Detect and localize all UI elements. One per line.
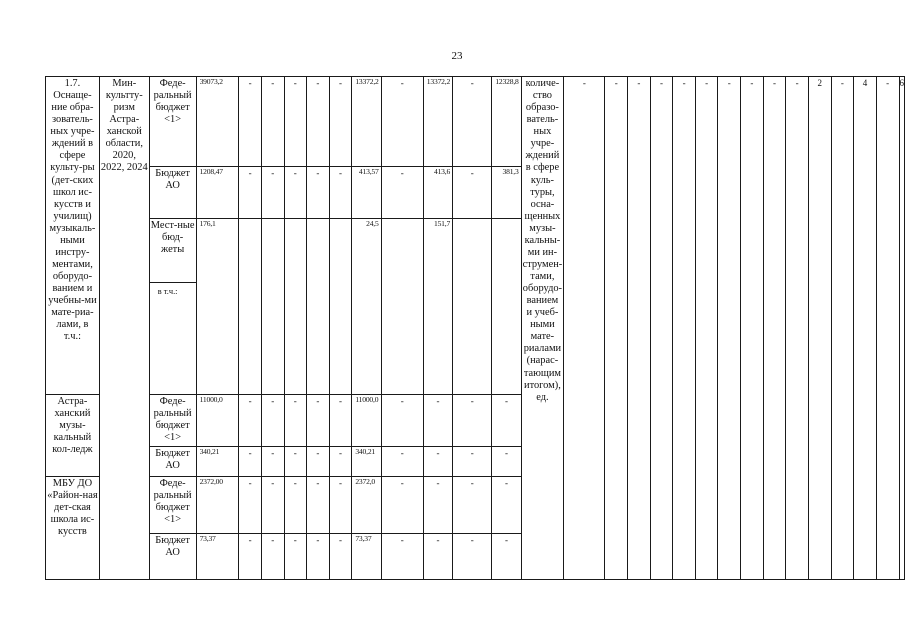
table-row [46,77,905,167]
value-cell: 413,57 [352,167,381,219]
indicator-value-cell: - [605,77,628,580]
value-cell: - [329,395,352,447]
value-cell: - [307,167,330,219]
value-cell: - [423,477,452,534]
value-cell: 11000,0 [196,395,239,447]
value-cell: 176,1 [196,219,239,395]
value-cell: - [329,477,352,534]
value-cell: - [423,395,452,447]
value-cell: - [239,77,262,167]
value-cell: - [381,395,423,447]
sub-item-name-cell: Астра-ханский музы-кальный кол-ледж [46,395,100,477]
value-cell: - [381,534,423,580]
value-cell: - [284,534,307,580]
indicator-value-cell: 2 [808,77,831,580]
activity-table [45,76,905,580]
value-cell: - [239,167,262,219]
indicator-value-cell: 6 [899,77,905,580]
indicator-value-cell: 4 [854,77,877,580]
value-cell: - [453,395,492,447]
page-number: 23 [451,50,463,62]
value-cell [492,219,521,395]
value-cell: 24,5 [352,219,381,395]
value-cell: - [381,167,423,219]
value-cell: - [239,447,262,477]
funding-source-cell: Бюджет АО [149,447,196,477]
task-name-cell: 1.7. Оснаще-ние обра-зователь-ных учре-ждений в сфере культу-ры (дет-ских школ ис-кусств и училищ) музыкаль-ными инстру-ментами, оборудо-ванием и учебны-ми мате-риа-лами, в т.ч.: [46,77,100,395]
subtotal-label: в т.ч.: [149,283,196,395]
value-cell: 340,21 [352,447,381,477]
value-cell: - [453,77,492,167]
value-cell: 73,37 [196,534,239,580]
value-cell: - [453,477,492,534]
value-cell: - [381,447,423,477]
value-cell: - [492,447,521,477]
indicator-value-cell: - [741,77,764,580]
value-cell: - [453,534,492,580]
value-cell: - [284,167,307,219]
value-cell: - [261,77,284,167]
value-cell: - [329,447,352,477]
value-cell: - [261,534,284,580]
value-cell: - [453,167,492,219]
value-cell: 73,37 [352,534,381,580]
value-cell: - [239,395,262,447]
value-cell: 13372,2 [352,77,381,167]
value-cell: - [261,447,284,477]
value-cell [284,219,307,395]
value-cell: 381,3 [492,167,521,219]
value-cell: - [423,447,452,477]
value-cell: - [453,447,492,477]
value-cell [381,219,423,395]
value-cell: - [284,77,307,167]
funding-source-cell: Бюджет АО [149,534,196,580]
value-cell: - [261,167,284,219]
value-cell: 11000,0 [352,395,381,447]
value-cell: - [307,477,330,534]
value-cell: - [307,77,330,167]
indicator-value-cell: - [673,77,696,580]
value-cell: - [261,395,284,447]
value-cell: 12328,8 [492,77,521,167]
funding-source-cell: Феде-ральный бюджет <1> [149,77,196,167]
value-cell: - [492,395,521,447]
executor-cell: Мин-культту-ризм Астра-ханской области, 2020, 2022, 2024 [99,77,149,580]
indicator-value-cell: - [564,77,605,580]
indicator-value-cell: - [695,77,718,580]
funding-source-cell: Мест-ные бюд-жеты [149,219,196,283]
indicator-value-cell: - [876,77,899,580]
indicator-value-cell: - [650,77,673,580]
value-cell: - [307,447,330,477]
value-cell: 1208,47 [196,167,239,219]
value-cell: - [239,477,262,534]
indicator-cell: количе-ство образо-ватель-ных учре-ждений в сфере куль-туры, осна-щенных музы-кальны-ми ин-струмен-тами, оборудо-ванием и учеб-ными мате-риалами (нарас-тающим итогом), ед. [521,77,564,580]
sub-item-name-cell: МБУ ДО «Район-ная дет-ская школа ис-кусств [46,477,100,580]
indicator-value-cell: - [718,77,741,580]
value-cell: 340,21 [196,447,239,477]
value-cell: 151,7 [423,219,452,395]
value-cell: - [381,477,423,534]
value-cell: - [284,395,307,447]
value-cell [239,219,262,395]
value-cell [307,219,330,395]
value-cell: - [492,534,521,580]
value-cell: 13372,2 [423,77,452,167]
value-cell: - [284,477,307,534]
value-cell: - [329,534,352,580]
value-cell: - [307,395,330,447]
indicator-value-cell: - [763,77,786,580]
value-cell: - [307,534,330,580]
value-cell: - [329,167,352,219]
funding-source-cell: Феде-ральный бюджет <1> [149,395,196,447]
value-cell: 413,6 [423,167,452,219]
funding-source-cell: Феде-ральный бюджет <1> [149,477,196,534]
value-cell: - [261,477,284,534]
value-cell: - [239,534,262,580]
indicator-value-cell: - [831,77,854,580]
value-cell: - [381,77,423,167]
value-cell: - [423,534,452,580]
indicator-value-cell: - [628,77,651,580]
value-cell: 2372,00 [196,477,239,534]
indicator-value-cell: - [786,77,809,580]
value-cell: 39073,2 [196,77,239,167]
funding-source-cell: Бюджет АО [149,167,196,219]
value-cell: - [492,477,521,534]
value-cell: - [284,447,307,477]
value-cell [329,219,352,395]
value-cell [261,219,284,395]
value-cell [453,219,492,395]
value-cell: 2372,0 [352,477,381,534]
value-cell: - [329,77,352,167]
